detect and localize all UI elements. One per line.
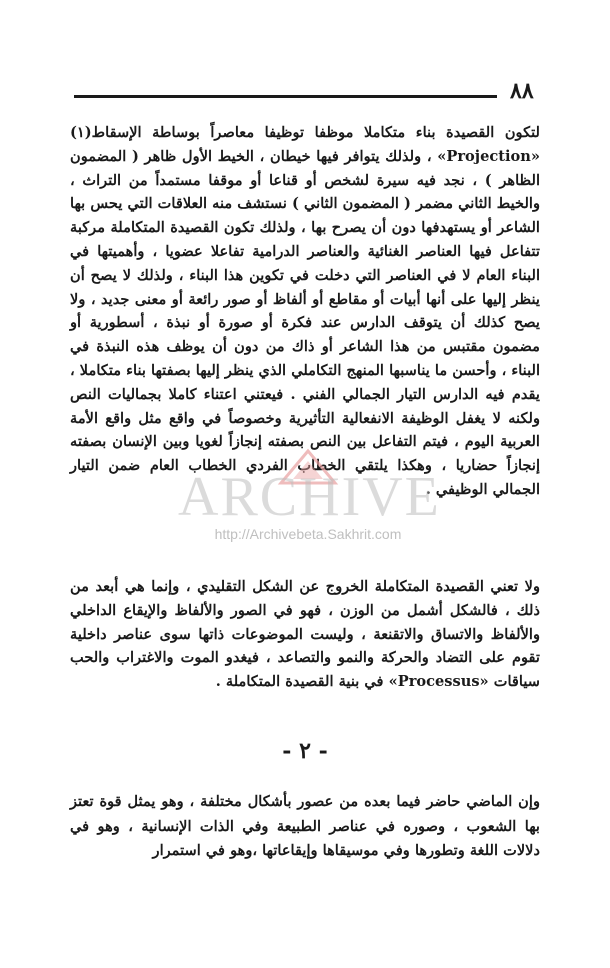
paragraph-2 xyxy=(70,575,540,694)
section-number: - ٢ - xyxy=(282,738,328,764)
watermark-title: ARCHIVE xyxy=(178,466,441,528)
watermark-url: http://Archivebeta.Sakhrit.com xyxy=(214,526,402,542)
paragraph-1-text: لتكون القصيدة بناء متكاملا موظفا توظيفا معاصراً بوساطة الإسقاط(١) «Projection» ، ولذلك يتوافر فيها خيطان ، الخيط الأول ظاهر ( المضمون الظاهر ) ، نجد فيه سيرة لشخص أو قناعا أو موقفا مستمداً من التراث ، والخيط الثاني مضمر ( المضمون الثاني ) نستشف منه العلاقات التي يحس بها الشاعر أو يستهدفها دون أن يصرح بها ، ولذلك تكون القصيدة المتكاملة مركبة تتفاعل فيها العناصر الغنائية والعناصر الدرامية تفاعلا عضويا ، وأهميتها في البناء العام لا في العناصر التي دخلت في تكوين هذا البناء ، ولذلك لا يصح أن ينظر إليها على أنها أبيات أو مقاطع أو ألفاظ أو صور رائعة أو معنى جديد ، ولا يصح كذلك أن يتوقف الدارس عند فكرة أو صورة أو نبذة ، أسطورية أو مضمون مقتبس من هذا الشاعر أو ذاك من دون أن يوظف هذه النبذة في البناء ، وأحسن ما يناسبها المنهج التكاملي الذي ينظر إليها بصفتها بناء متكاملا ، يقدم فيه الدارس التيار الجمالي الفني . فيعتني اعتناء كاملا بجماليات النص ولكنه لا يغفل الوظيفة الانفعالية التأثيرية وخصوصاً في واقع مثل واقع الأمة العربية اليوم ، فيتم التفاعل بين النص بصفته إنجازاً لغويا وبين الإنسان بصفته إنجازاً حضاريا ، وهكذا يلتقي الخطاب الفردي الخطاب العام ضمن التيار الجمالي الوظيفي . xyxy=(70,124,540,498)
paragraph-1 xyxy=(70,121,540,502)
paragraph-2-text: ولا تعني القصيدة المتكاملة الخروج عن الشكل التقليدي ، وإنما هي أبعد من ذلك ، فالشكل أشمل من الوزن ، فهو في الصور والألفاظ والإيقاع الداخلي والألفاظ والاتساق والاتقنعة ، وليست الموضوعات ذاتها سوى عناصر داخلية تقوم على التضاد والحركة والنمو والتصاعد ، فيغدو الموت والاغتراب والحب سياقات «Processus» في بنية القصيدة المتكاملة . xyxy=(70,578,540,691)
paragraph-3-text: وإن الماضي حاضر فيما بعده من عصور بأشكال مختلفة ، وهو يمثل قوة تعتز بها الشعوب ، وصوره في عناصر الطبيعة وفي الذات الإنسانية ، وهو في دلالات اللغة وتطورها وفي موسيقاها وإيقاعاتها ،وهو في استمرار xyxy=(70,793,540,859)
header-rule xyxy=(74,95,497,98)
paragraph-3 xyxy=(70,790,540,864)
page-number: ٨٨ xyxy=(510,78,534,104)
